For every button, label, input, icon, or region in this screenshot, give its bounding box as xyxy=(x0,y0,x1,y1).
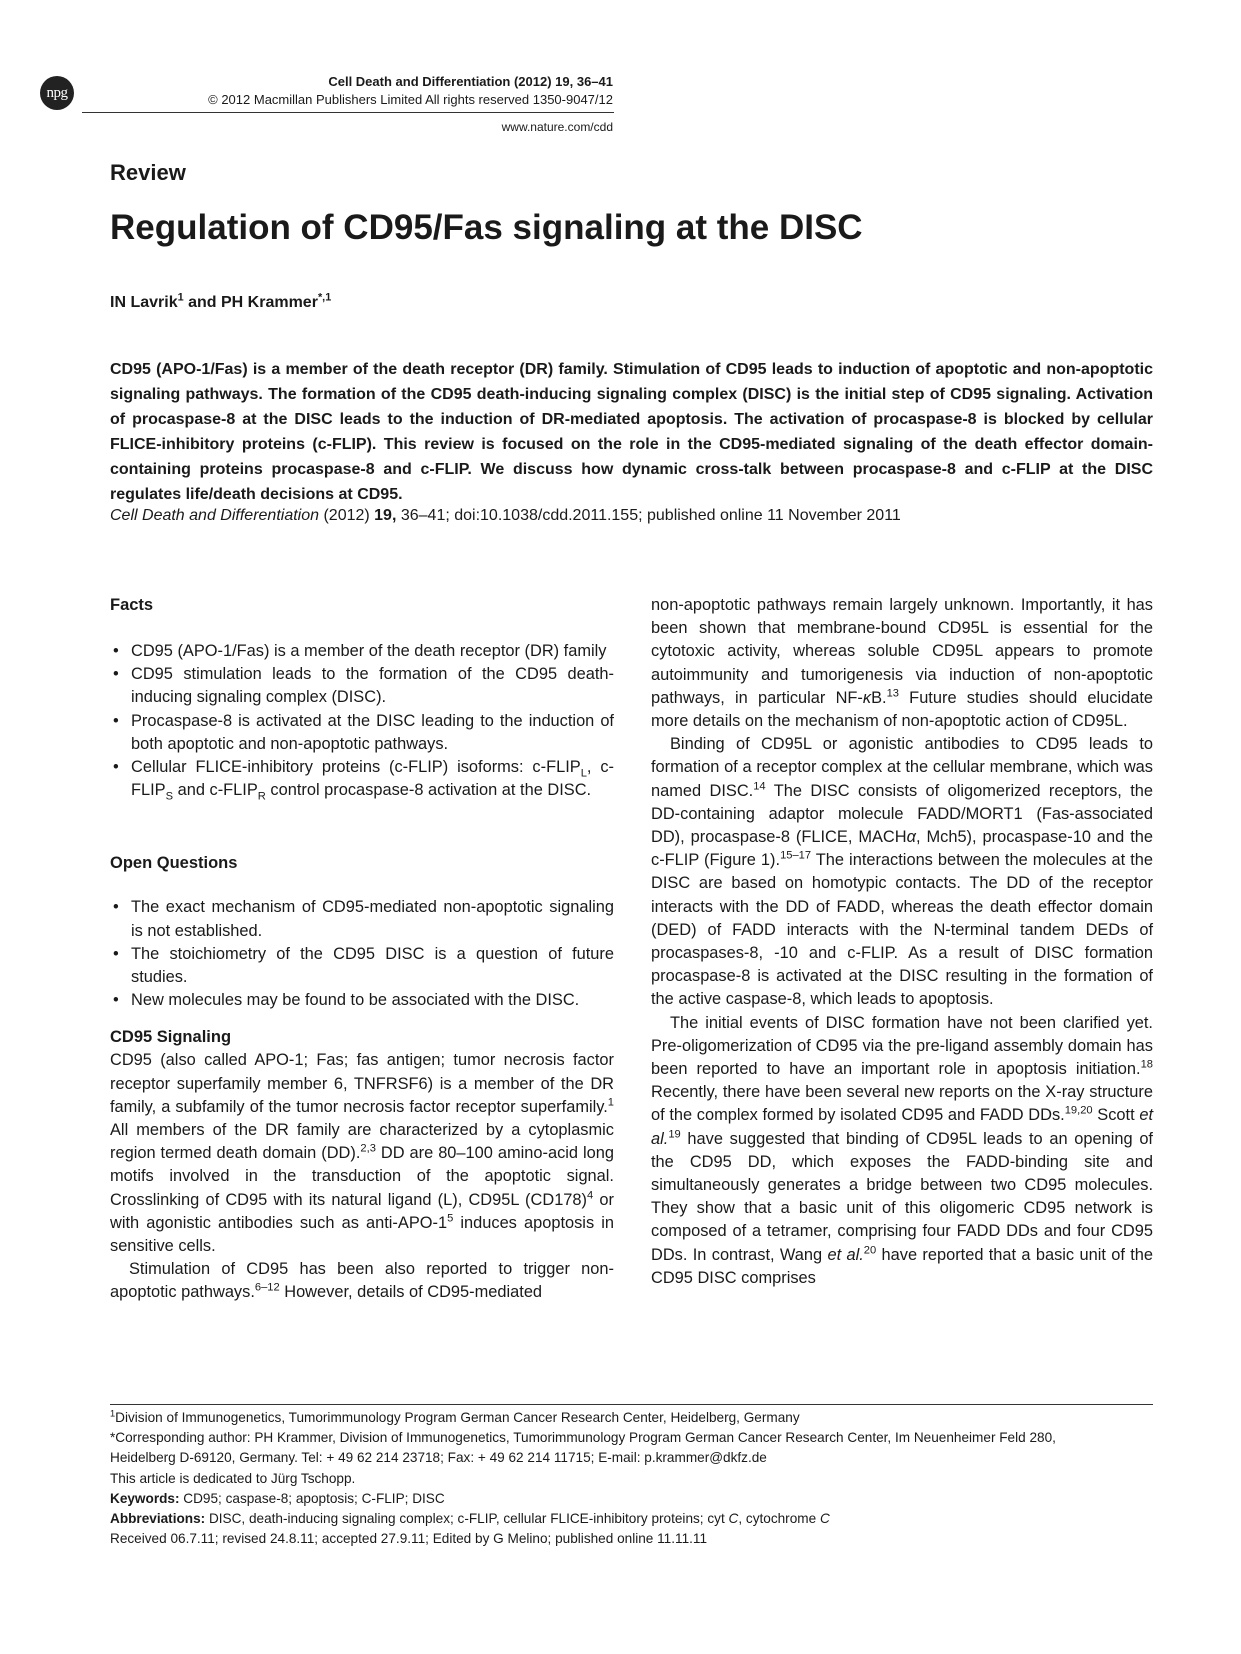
corresponding-note: *Corresponding author: PH Krammer, Division of Immunogenetics, Tumorimmunology Program German Cancer Research Center, Im Neuenheimer Feld 280, xyxy=(110,1430,1056,1446)
author-krammer: PH Krammer xyxy=(221,294,318,311)
abstract: CD95 (APO-1/Fas) is a member of the death receptor (DR) family. Stimulation of CD95 leads to induction of apoptotic and non-apoptotic signaling pathways. The formation of the CD95 death-inducing signaling complex (DISC) is the initial step of CD95 signaling. Activation of procaspase-8 at the DISC leads to the induction of DR-mediated apoptosis. The activation of procaspase-8 is blocked by cellular FLICE-inhibitory proteins (c-FLIP). This review is focused on the role in the CD95-mediated signaling of the death effector domain-containing proteins procaspase-8 and c-FLIP. We discuss how dynamic cross-talk between procaspase-8 and c-FLIP at the DISC regulates life/death decisions at CD95. xyxy=(110,361,1153,503)
copyright-line: © 2012 Macmillan Publishers Limited All rights reserved 1350-9047/12 xyxy=(208,92,613,107)
citation-details: 36–41; doi:10.1038/cdd.2011.155; published online 11 November 2011 xyxy=(396,507,901,524)
citation-volume: 19, xyxy=(374,507,397,524)
footnotes xyxy=(110,1408,1153,1549)
npg-logo: npg xyxy=(40,76,74,110)
journal-line: Cell Death and Differentiation (2012) 19, 36–41 xyxy=(328,74,613,89)
body-paragraph: CD95 (also called APO-1; Fas; fas antigen; tumor necrosis factor receptor superfamily member 6, TNFRSF6) is a member of the DR family, a subfamily of the tumor necrosis factor receptor superfamily.$^1$ All members of the DR family are characterized by a cytoplasmic region termed death domain (DD).$^{2,3}$ DD are 80–100 amino-acid long motifs involved in the transduction of the apoptotic signal. Crosslinking of CD95 with its natural ligand (L), CD95L $(CD178)^4$ or with agonistic antibodies such as anti-$APO-1^5$ induces apoptosis in sensitive cells. xyxy=(110,1051,614,1256)
question-item: • The exact mechanism of CD95-mediated non-apoptotic signaling is not established. xyxy=(110,896,614,942)
facts-list xyxy=(110,640,614,802)
footnote-rule xyxy=(110,1404,1153,1405)
cd95-signaling-heading: CD95 Signaling xyxy=(110,1028,232,1047)
body-paragraph: non-apoptotic pathways remain largely unknown. Importantly, it has been shown that membrane-bound CD95L is essential for the cytotoxic activity, whereas soluble CD95L appears to promote autoimmunity and tumorigenesis via induction of non-apoptotic pathways, in particular NF-κB.$^{13}$ Future studies should elucidate more details on the mechanism of non-apoptotic action of CD95L. xyxy=(651,596,1153,731)
question-item: • New molecules may be found to be associated with the DISC. xyxy=(110,989,614,1012)
body-paragraph: Binding of CD95L or agonistic antibodies to CD95 leads to formation of a receptor complex at the cellular membrane, which was named DISC.$^{14}$ The DISC consists of oligomerized receptors, the DD-containing adaptor molecule FADD/MORT1 (Fas-associated DD), procaspase-8 (FLICE, MACHα, Mch5), procaspase-10 and the c-FLIP (Figure 1).$^{15-17}$ The interactions between the molecules at the DISC are based on homotypic contacts. The DD of the receptor interacts with the DD of FADD, whereas the death effector domain (DED) of FADD interacts with the N-terminal tandem DEDs of procaspases-8, -10 and c-FLIP. As a result of DISC formation procaspase-8 is activated at the DISC resulting in the formation of the active caspase-8, which leads to apoptosis. xyxy=(651,735,1154,1009)
open-questions-heading: Open Questions xyxy=(110,854,238,873)
citation-journal: Cell Death and Differentiation xyxy=(110,507,320,524)
body-paragraph: The initial events of DISC formation have not been clarified yet. Pre-oligomerization of CD95 via the pre-ligand assembly domain has been reported to have an important role in apoptosis initiation.$^{18}$ Recently, there have been several new reports on the X-ray structure of the complex formed by isolated CD95 and FADD DDs.$^{19,20}$ Scott et al.$^{19}$ have suggested that binding of CD95L leads to an opening of the CD95 DD, which exposes the FADD-binding site and simultaneously generates a bridge between two CD95 molecules. They show that a basic unit of this oligomeric CD95 network is composed of a tetramer, comprising four FADD DDs and four CD95 DDs. In contrast, Wang et al.$^{20}$ have reported that a basic unit of the CD95 DISC comprises xyxy=(651,1013,1153,1287)
author-line xyxy=(110,291,332,312)
fact-item: • CD95 (APO-1/Fas) is a member of the death receptor (DR) family xyxy=(110,640,614,663)
journal-url[interactable]: www.nature.com/cdd xyxy=(501,120,613,134)
right-column xyxy=(651,594,1153,1290)
keywords-note: Keywords: CD95; caspase-8; apoptosis; C-FLIP; DISC xyxy=(110,1490,445,1506)
affiliation-note: $^1$Division of Immunogenetics, Tumorimmunology Program German Cancer Research Center, Heidelberg, Germany xyxy=(110,1408,800,1425)
question-item: • The stoichiometry of the CD95 DISC is a question of future studies. xyxy=(110,943,614,989)
header-rule xyxy=(82,112,614,113)
citation-line xyxy=(110,507,901,525)
fact-item: • Procaspase-8 is activated at the DISC leading to the induction of both apoptotic and non-apoptotic pathways. xyxy=(110,710,614,756)
open-questions-list xyxy=(110,896,614,1012)
corresponding-note-contact: Heidelberg D-69120, Germany. Tel: + 49 62 214 23718; Fax: + 49 62 214 11715; E-mail: p.krammer@dkfz.de xyxy=(110,1450,767,1466)
citation-year: (2012) xyxy=(319,507,375,524)
author-lavrik: IN Lavrik xyxy=(110,294,178,311)
article-type: Review xyxy=(110,160,186,185)
author-affiliation-mark: *,1 xyxy=(317,291,332,304)
author-conjunction: and xyxy=(183,294,221,311)
article-title: Regulation of CD95/Fas signaling at the DISC xyxy=(110,208,863,247)
fact-item: • CD95 stimulation leads to the formation of the CD95 death-inducing signaling complex (DISC). xyxy=(110,663,614,709)
body-paragraph: Stimulation of CD95 has been also reported to trigger non-apoptotic pathways.$^{6-12}$ However, details of CD95-mediated xyxy=(110,1260,614,1302)
left-column xyxy=(110,594,614,1305)
facts-heading: Facts xyxy=(110,596,154,614)
fact-item: • Cellular FLICE-inhibitory proteins (c-FLIP) isoforms: $c-FLIP_L$, $c-FLIP_S$ and $c-FLIP_R$ control procaspase-8 activation at the DISC. xyxy=(110,756,614,802)
received-note: Received 06.7.11; revised 24.8.11; accepted 27.9.11; Edited by G Melino; published online 11.11.11 xyxy=(110,1531,708,1547)
author-affiliation-mark: 1 xyxy=(177,291,184,304)
abbreviations-note: Abbreviations: DISC, death-inducing signaling complex; c-FLIP, cellular FLICE-inhibitory proteins; cyt C, cytochrome C xyxy=(110,1511,830,1527)
dedication-note: This article is dedicated to Jürg Tschopp. xyxy=(110,1470,356,1486)
